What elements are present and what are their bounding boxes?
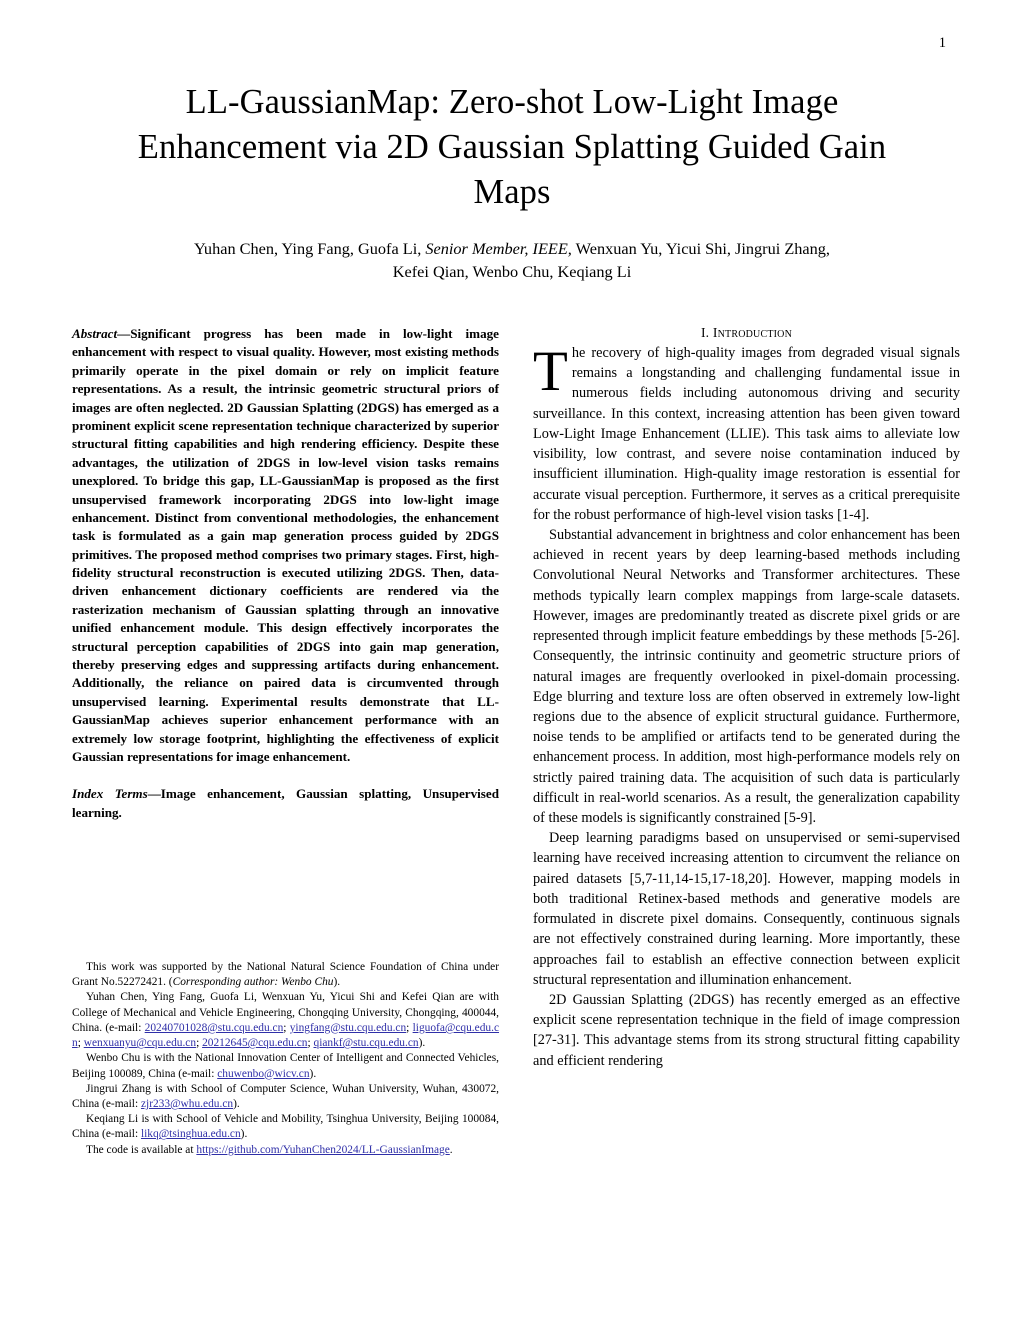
index-terms-text: Image enhancement, Gaussian splatting, Unsupervised learning. xyxy=(72,786,499,820)
index-terms-label: Index Terms xyxy=(72,786,148,802)
email-link-shi[interactable]: 20212645@cqu.edu.cn xyxy=(202,1037,308,1050)
affiliation-3-text: Jingrui Zhang is with School of Computer Science, Wuhan University, Wuhan, 430072, China (e-mail: xyxy=(72,1082,499,1110)
author-line-1-before: Yuhan Chen, Ying Fang, Guofa Li, xyxy=(193,238,426,258)
index-terms-dash: — xyxy=(147,786,161,802)
affiliation-1-text: Yuhan Chen, Ying Fang, Guofa Li, Wenxuan Yu, Yicui Shi and Kefei Qian are with College of Mechanical and Vehicle Engineering, Chongqing University, Chongqing, 400044, China. (e-mail: xyxy=(72,991,499,1034)
affiliation-4-text: Keqiang Li is with School of Vehicle and Mobility, Tsinghua University, Beijing 100084, China (e-mail: xyxy=(72,1113,499,1141)
footnote-affiliation-4 xyxy=(72,1112,499,1142)
email-sep-3: ; xyxy=(77,1037,84,1050)
email-sep-5: ; xyxy=(307,1037,314,1050)
index-terms-paragraph xyxy=(72,785,499,822)
funding-text-part-2: ). xyxy=(333,976,341,989)
affiliation-2-text: Wenbo Chu is with the National Innovation Center of Intelligent and Connected Vehicles, Beijing 100089, China (e-mail: xyxy=(72,1052,499,1080)
email-link-chen[interactable]: 20240701028@stu.cqu.edu.cn xyxy=(144,1021,284,1034)
email-sep-4: ; xyxy=(196,1037,203,1050)
author-membership-grade: Senior Member, IEEE, xyxy=(425,238,572,258)
code-text: The code is available at xyxy=(86,1143,197,1156)
email-link-qian[interactable]: qiankf@stu.cqu.edu.cn xyxy=(313,1037,419,1050)
corresponding-author-note: Corresponding author: Wenbo Chu xyxy=(172,976,334,989)
footnote-code-availability xyxy=(72,1143,499,1158)
footnote-affiliation-3 xyxy=(72,1082,499,1112)
email-link-yu[interactable]: wenxuanyu@cqu.edu.cn xyxy=(83,1037,197,1050)
page-title: LL-GaussianMap: Zero-shot Low-Light Image Enhancement via 2D Gaussian Splatting Guided Gain Maps xyxy=(137,83,887,211)
intro-paragraph-2: Substantial advancement in brightness and color enhancement has been achieved in recent years by deep learning-based methods including Convolutional Neural Networks and Transformer architectures. These methods typically learn complex mappings from large-scale datasets. However, images are predominantly treated as discrete pixel grids or are represented through implicit feature embeddings by these methods [5-26]. Consequently, the intrinsic continuity and geometric structure priors of natural images are frequently overlooked in pixel-domain processing. Edge blurring and texture loss are often observed in extremely low-light regions due to the absence of explicit structural guidance. Furthermore, noise tends to be amplified or artifacts tend to be generated during the enhancement process. In addition, most high-performance models rely on strictly paired training data. The acquisition of such data is particularly difficult in real-world scenarios. As a result, the generalization capability of these models is significantly constrained [5-9]. xyxy=(533,526,960,827)
affiliation-1-close: ). xyxy=(418,1037,426,1050)
author-line-2: Kefei Qian, Wenbo Chu, Keqiang Li xyxy=(392,261,632,281)
code-repository-link[interactable]: https://github.com/YuhanChen2024/LL-GaussianImage xyxy=(196,1143,450,1156)
abstract-dash: — xyxy=(117,326,131,341)
email-link-likq[interactable]: likq@tsinghua.edu.cn xyxy=(140,1128,241,1141)
code-close: . xyxy=(449,1143,453,1156)
affiliation-2-close: ). xyxy=(309,1067,317,1080)
funding-text-part-1: This work was supported by the National Natural Science Foundation of China under Grant No.52272421. ( xyxy=(72,961,499,989)
abstract-paragraph xyxy=(72,325,499,766)
affiliation-4-close: ). xyxy=(240,1128,248,1141)
author-line-1-after: Wenxuan Yu, Yicui Shi, Jingrui Zhang, xyxy=(571,238,830,258)
two-column-body xyxy=(72,325,960,1285)
email-sep-2: ; xyxy=(406,1021,413,1034)
intro-paragraph-1: The recovery of high-quality images from degraded visual signals remains a longstanding and challenging fundamental issue in numerous fields including autonomous driving and security surveillance. In this context, increasing attention has been given toward Low-Light Image Enhancement (LLIE). This task aims to alleviate low visibility, low contrast, and severe noise contamination induced by insufficient illumination. High-quality image restoration is essential for accurate visual perception. Furthermore, it serves as a critical prerequisite for the robust performance of high-level vision tasks [1-4]. xyxy=(533,340,960,523)
intro-paragraph-4: 2D Gaussian Splatting (2DGS) has recently emerged as an effective explicit scene representation technique in the field of image compression [27-31]. This advantage stems from its strong structural fitting capability and efficient rendering xyxy=(533,992,960,1069)
email-link-li[interactable]: liguofa@cqu.edu.cn xyxy=(72,1021,500,1050)
title-block xyxy=(96,80,928,283)
footnote-affiliation-2 xyxy=(72,1051,499,1081)
footnote-block xyxy=(72,960,499,1158)
email-sep-1: ; xyxy=(283,1021,290,1034)
right-column xyxy=(533,325,960,1071)
footnote-affiliation-1 xyxy=(72,990,499,1051)
left-column xyxy=(72,325,500,1156)
abstract-label: Abstract xyxy=(72,326,118,341)
section-heading-introduction: I. Introduction xyxy=(700,325,793,340)
email-link-chu[interactable]: chuwenbo@wicv.cn xyxy=(217,1067,310,1080)
email-link-zhang[interactable]: zjr233@whu.edu.cn xyxy=(140,1097,234,1110)
page-number: 1 xyxy=(938,35,946,51)
affiliation-3-close: ). xyxy=(233,1097,240,1110)
intro-paragraph-3: Deep learning paradigms based on unsupervised or semi-supervised learning have received increasing attention to circumvent the reliance on paired datasets [5,7-11,14-15,17-18,20]. However, mapping models in both traditional Retinex-based methods and generative models are formulated in discrete pixel domains. Consequently, continuous signals are not effectively constrained during learning. More importantly, these approaches fail to establish an effective connection between explicit structural representation and illumination enhancement. xyxy=(533,830,960,988)
abstract-text: Significant progress has been made in low-light image enhancement with respect to visual quality. However, most existing methods primarily operate in the pixel domain or rely on implicit feature representations. As a result, the intrinsic geometric structural priors of images are often neglected. 2D Gaussian Splatting (2DGS) has emerged as a prominent explicit scene representation technique characterized by superior structural fitting capabilities and high rendering efficiency. Despite these advantages, the utilization of 2DGS in low-level vision tasks remains unexplored. To bridge this gap, LL-GaussianMap is proposed as the first unsupervised framework incorporating 2DGS into low-light image enhancement. Distinct from conventional methodologies, the enhancement task is formulated as a gain map generation process guided by 2DGS primitives. The proposed method comprises two primary stages. First, high-fidelity structural reconstruction is executed utilizing 2DGS. Then, data-driven enhancement dictionary coefficients are rendered via the rasterization mechanism of Gaussian splatting through an innovative unified enhancement module. This design effectively incorporates the structural perception capabilities of 2DGS into gain map generation, thereby preserving edges and suppressing artifacts during enhancement. Additionally, the reliance on paired data is circumvented through unsupervised learning. Experimental results demonstrate that LL-GaussianMap achieves superior enhancement performance with an extremely low storage footprint, highlighting the effectiveness of explicit Gaussian representations for image enhancement. xyxy=(72,326,499,764)
footnote-funding xyxy=(72,960,499,990)
author-list xyxy=(96,237,928,283)
email-link-fang[interactable]: yingfang@stu.cqu.edu.cn xyxy=(289,1021,407,1034)
